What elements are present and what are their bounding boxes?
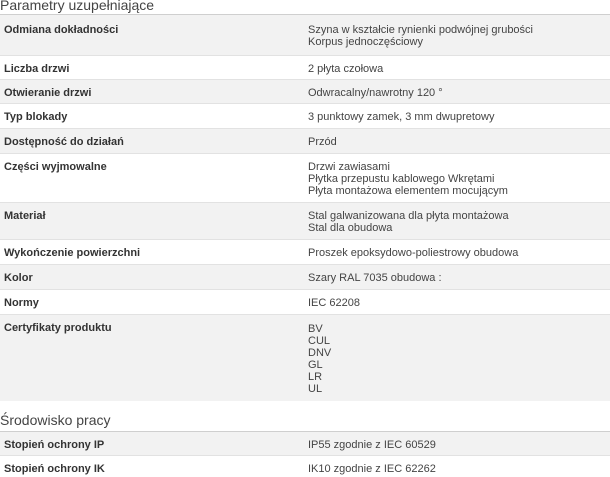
table-row-color [0,265,610,290]
section-title-additional-parameters: Parametry uzupełniające [0,0,155,13]
table-row-removable-parts [0,154,610,203]
row-label: Materiał [4,210,46,222]
row-label: Normy [4,297,39,309]
table-row-door-count [0,56,610,80]
row-label: Kolor [4,272,33,284]
row-value: Stal galwanizowana dla płyta montażowa Stal dla obudowa [308,210,509,234]
table-row-door-opening [0,80,610,104]
row-value: Drzwi zawiasami Płytka przepustu kablowego Wkrętami Płyta montażowa elementem mocującym [308,161,508,197]
row-value: Przód [308,136,337,148]
table-row-surface-finish [0,240,610,265]
row-label: Wykończenie powierzchni [4,247,141,259]
table-row-standards [0,290,610,315]
row-label: Liczba drzwi [4,63,70,75]
row-value: Szyna w kształcie rynienki podwójnej grubości Korpus jednoczęściowy [308,24,533,48]
row-value: 3 punktowy zamek, 3 mm dwupretowy [308,111,495,123]
row-label: Części wyjmowalne [4,161,107,173]
row-value: IP55 zgodnie z IEC 60529 [308,439,436,451]
section-title-operating-environment: Środowisko pracy [0,412,111,428]
row-label: Otwieranie drzwi [4,87,92,99]
table-row-lock-type [0,104,610,129]
table-row-certifications [0,315,610,401]
row-label: Typ blokady [4,111,68,123]
row-label: Certyfikaty produktu [4,322,112,334]
row-value: Proszek epoksydowo-poliestrowy obudowa [308,247,519,259]
row-label: Stopień ochrony IK [4,463,105,475]
row-value: Szary RAL 7035 obudowa : [308,272,442,284]
table-row-ik-rating [0,456,610,477]
table-row-access [0,129,610,154]
row-label: Dostępność do działań [4,136,124,148]
row-label: Stopień ochrony IP [4,439,105,451]
row-value: IK10 zgodnie z IEC 62262 [308,463,436,475]
table-row-accuracy-variant [0,15,610,56]
row-value: 2 płyta czołowa [308,63,384,75]
table-row-ip-rating [0,432,610,456]
row-value: IEC 62208 [308,297,360,309]
table-row-material [0,203,610,240]
row-label: Odmiana dokładności [4,24,119,36]
row-value: BV CUL DNV GL LR UL [308,323,332,395]
row-value: Odwracalny/nawrotny 120 ° [308,87,443,99]
